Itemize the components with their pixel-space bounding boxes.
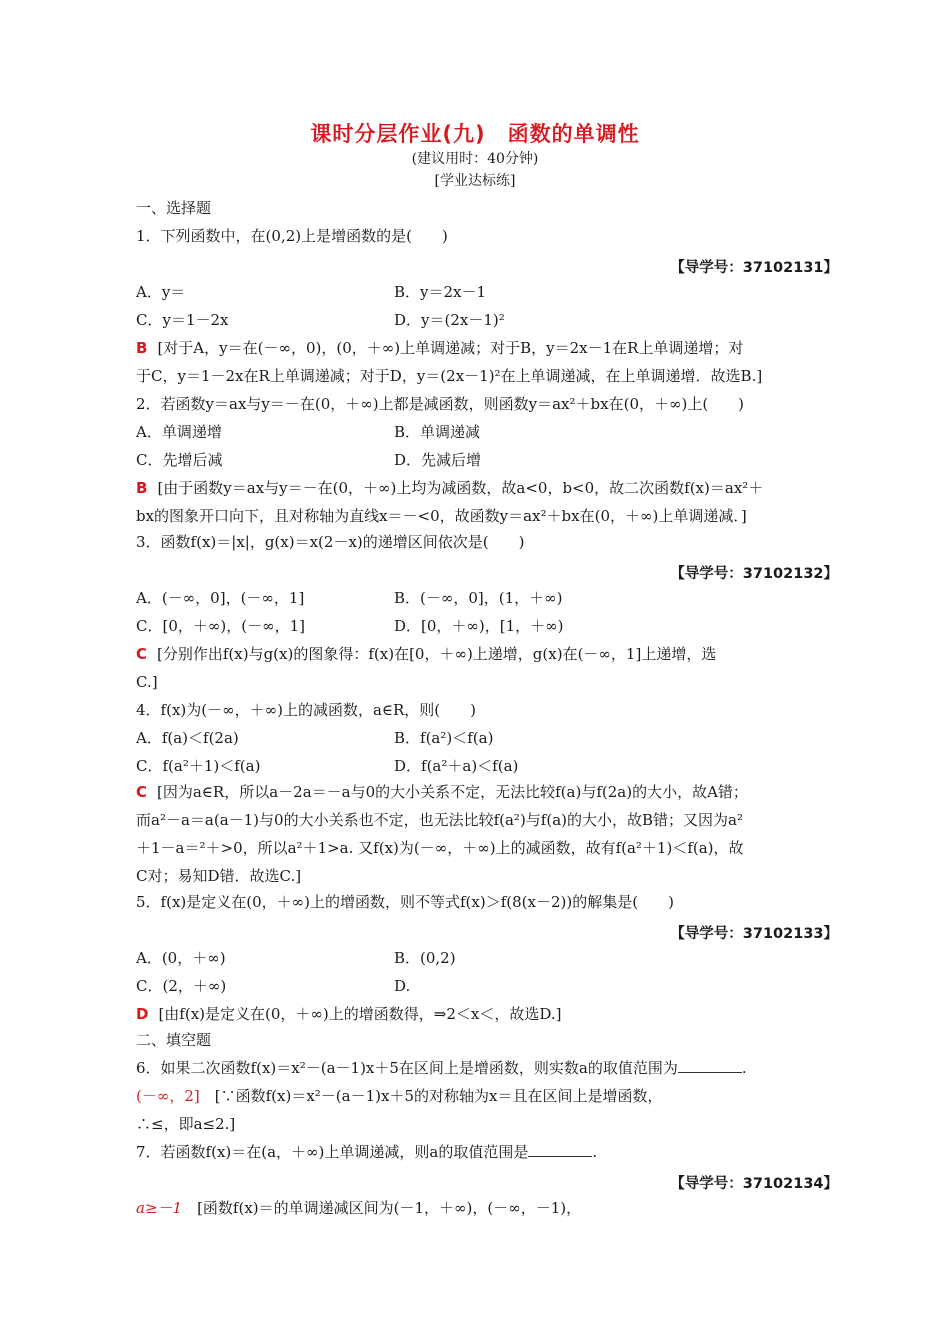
q3-answer: C xyxy=(136,645,148,663)
q6-stem: 6．如果二次函数f(x)＝x²－(a－1)x＋5在区间上是增函数，则实数a的取值范围为 xyxy=(136,1059,678,1077)
q4-exp-line4: C对；易知D错．故选C.] xyxy=(136,867,302,885)
q1-ref: 【导学号：37102131】 xyxy=(670,260,838,276)
q7-answer: a≥－1 xyxy=(136,1199,183,1217)
q3-option-a: A．(－∞，0]，(－∞，1] xyxy=(136,589,305,607)
q2-option-b: B．单调递减 xyxy=(394,423,481,441)
q6-blank xyxy=(678,1058,742,1073)
q3-option-b: B．(－∞，0]，(1，＋∞) xyxy=(394,589,563,607)
q5-option-c: C．(2，＋∞) xyxy=(136,977,227,995)
q5-option-d: D. xyxy=(394,977,411,995)
q2-stem: 2．若函数y＝ax与y＝－在(0，＋∞)上都是减函数，则函数y＝ax²＋bx在(0，＋∞)上( ) xyxy=(136,395,745,413)
q1-exp-line1: [对于A，y＝在(－∞，0)，(0，＋∞)上单调递减；对于B，y＝2x－1在R上单调递增；对 xyxy=(157,339,744,357)
q6-answer: (－∞，2] xyxy=(136,1087,200,1105)
q5-explanation xyxy=(136,1004,561,1024)
q4-explanation xyxy=(136,782,748,802)
q7-exp-line1: [函数f(x)＝的单调递减区间为(－1，＋∞)，(－∞，－1)， xyxy=(197,1199,582,1217)
q1-option-c: C．y＝1－2x xyxy=(136,311,229,329)
q3-explanation xyxy=(136,644,716,664)
q6-explanation xyxy=(136,1086,662,1106)
q6-exp-line1: [∵函数f(x)＝x²－(a－1)x＋5的对称轴为x＝且在区间上是增函数， xyxy=(214,1087,663,1105)
suggested-time: (建议用时：40分钟) xyxy=(411,151,539,167)
q7-ref: 【导学号：37102134】 xyxy=(670,1176,838,1192)
q4-option-b: B．f(a²)＜f(a) xyxy=(394,729,494,747)
q1-stem: 1．下列函数中，在(0,2)上是增函数的是( ) xyxy=(136,227,448,245)
q4-option-d: D．f(a²＋a)＜f(a) xyxy=(394,757,519,775)
q7-stem: 7．若函数f(x)＝在(a，＋∞)上单调递减，则a的取值范围是 xyxy=(136,1143,529,1161)
q5-ref: 【导学号：37102133】 xyxy=(670,926,838,942)
q6-line xyxy=(136,1058,747,1078)
q4-exp-line3: ＋1－a＝²＋>0，所以a²＋1>a. 又f(x)为(－∞，＋∞)上的减函数，故有f(a²＋1)＜f(a)，故 xyxy=(136,839,744,857)
q2-exp-line2: bx的图象开口向下，且对称轴为直线x＝－<0，故函数y＝ax²＋bx在(0，＋∞)上单调递减．] xyxy=(136,507,747,525)
section-heading-fill: 二、填空题 xyxy=(136,1031,212,1049)
q4-exp-line2: 而a²－a＝a(a－1)与0的大小关系也不定，也无法比较f(a²)与f(a)的大小，故B错；又因为a² xyxy=(136,811,743,829)
q2-option-d: D．先减后增 xyxy=(394,451,482,469)
page-title: 课时分层作业(九) 函数的单调性 xyxy=(310,122,640,146)
q6-end: . xyxy=(741,1059,747,1077)
q5-answer: D xyxy=(136,1005,149,1023)
q7-blank xyxy=(528,1142,592,1157)
q2-answer: B xyxy=(136,479,148,497)
section-heading-choice: 一、选择题 xyxy=(136,199,212,217)
q1-option-b: B．y＝2x－1 xyxy=(394,283,487,301)
q5-exp-line1: [由f(x)是定义在(0，＋∞)上的增函数得，⇒2＜x＜，故选D.] xyxy=(158,1005,562,1023)
q1-option-d: D．y＝(2x－1)² xyxy=(394,311,505,329)
q3-ref: 【导学号：37102132】 xyxy=(670,566,838,582)
q3-exp-line1: [分别作出f(x)与g(x)的图象得：f(x)在[0，＋∞)上递增，g(x)在(－∞，1]上递增，选 xyxy=(157,645,717,663)
q3-stem: 3．函数f(x)＝|x|，g(x)＝x(2－x)的递增区间依次是( ) xyxy=(136,533,525,551)
q6-exp-line2: ∴≤，即a≤2.] xyxy=(136,1115,236,1133)
q7-end: . xyxy=(592,1143,598,1161)
q5-option-b: B．(0,2) xyxy=(394,949,456,967)
q1-option-a: A．y＝ xyxy=(136,283,186,301)
q4-option-c: C．f(a²＋1)＜f(a) xyxy=(136,757,261,775)
q3-option-d: D．[0，＋∞)，[1，＋∞) xyxy=(394,617,564,635)
q5-stem: 5．f(x)是定义在(0，＋∞)上的增函数，则不等式f(x)＞f(8(x－2))的解集是( ) xyxy=(136,893,674,911)
q2-explanation xyxy=(136,478,763,498)
section-tag: [学业达标练] xyxy=(434,173,516,189)
q3-option-c: C．[0，＋∞)，(－∞，1] xyxy=(136,617,305,635)
q2-exp-line1: [由于函数y＝ax与y＝－在(0，＋∞)上均为减函数，故a<0，b<0，故二次函数f(x)＝ax²＋ xyxy=(157,479,764,497)
q5-option-a: A．(0，＋∞) xyxy=(136,949,226,967)
q3-exp-line2: C.] xyxy=(136,673,158,691)
q7-line xyxy=(136,1142,597,1162)
q7-explanation xyxy=(136,1198,581,1218)
q1-explanation xyxy=(136,338,743,358)
q4-stem: 4．f(x)为(－∞，＋∞)上的减函数，a∈R，则( ) xyxy=(136,701,476,719)
q1-exp-line2: 于C，y＝1－2x在R上单调递减；对于D，y＝(2x－1)²在上单调递减，在上单调递增．故选B.] xyxy=(136,367,763,385)
q2-option-c: C．先增后减 xyxy=(136,451,223,469)
q4-answer: C xyxy=(136,783,148,801)
q1-answer: B xyxy=(136,339,148,357)
q2-option-a: A．单调递增 xyxy=(136,423,222,441)
q4-exp-line1: [因为a∈R，所以a－2a＝－a与0的大小关系不定，无法比较f(a)与f(2a)的大小，故A错； xyxy=(157,783,748,801)
q4-option-a: A．f(a)＜f(2a) xyxy=(136,729,239,747)
